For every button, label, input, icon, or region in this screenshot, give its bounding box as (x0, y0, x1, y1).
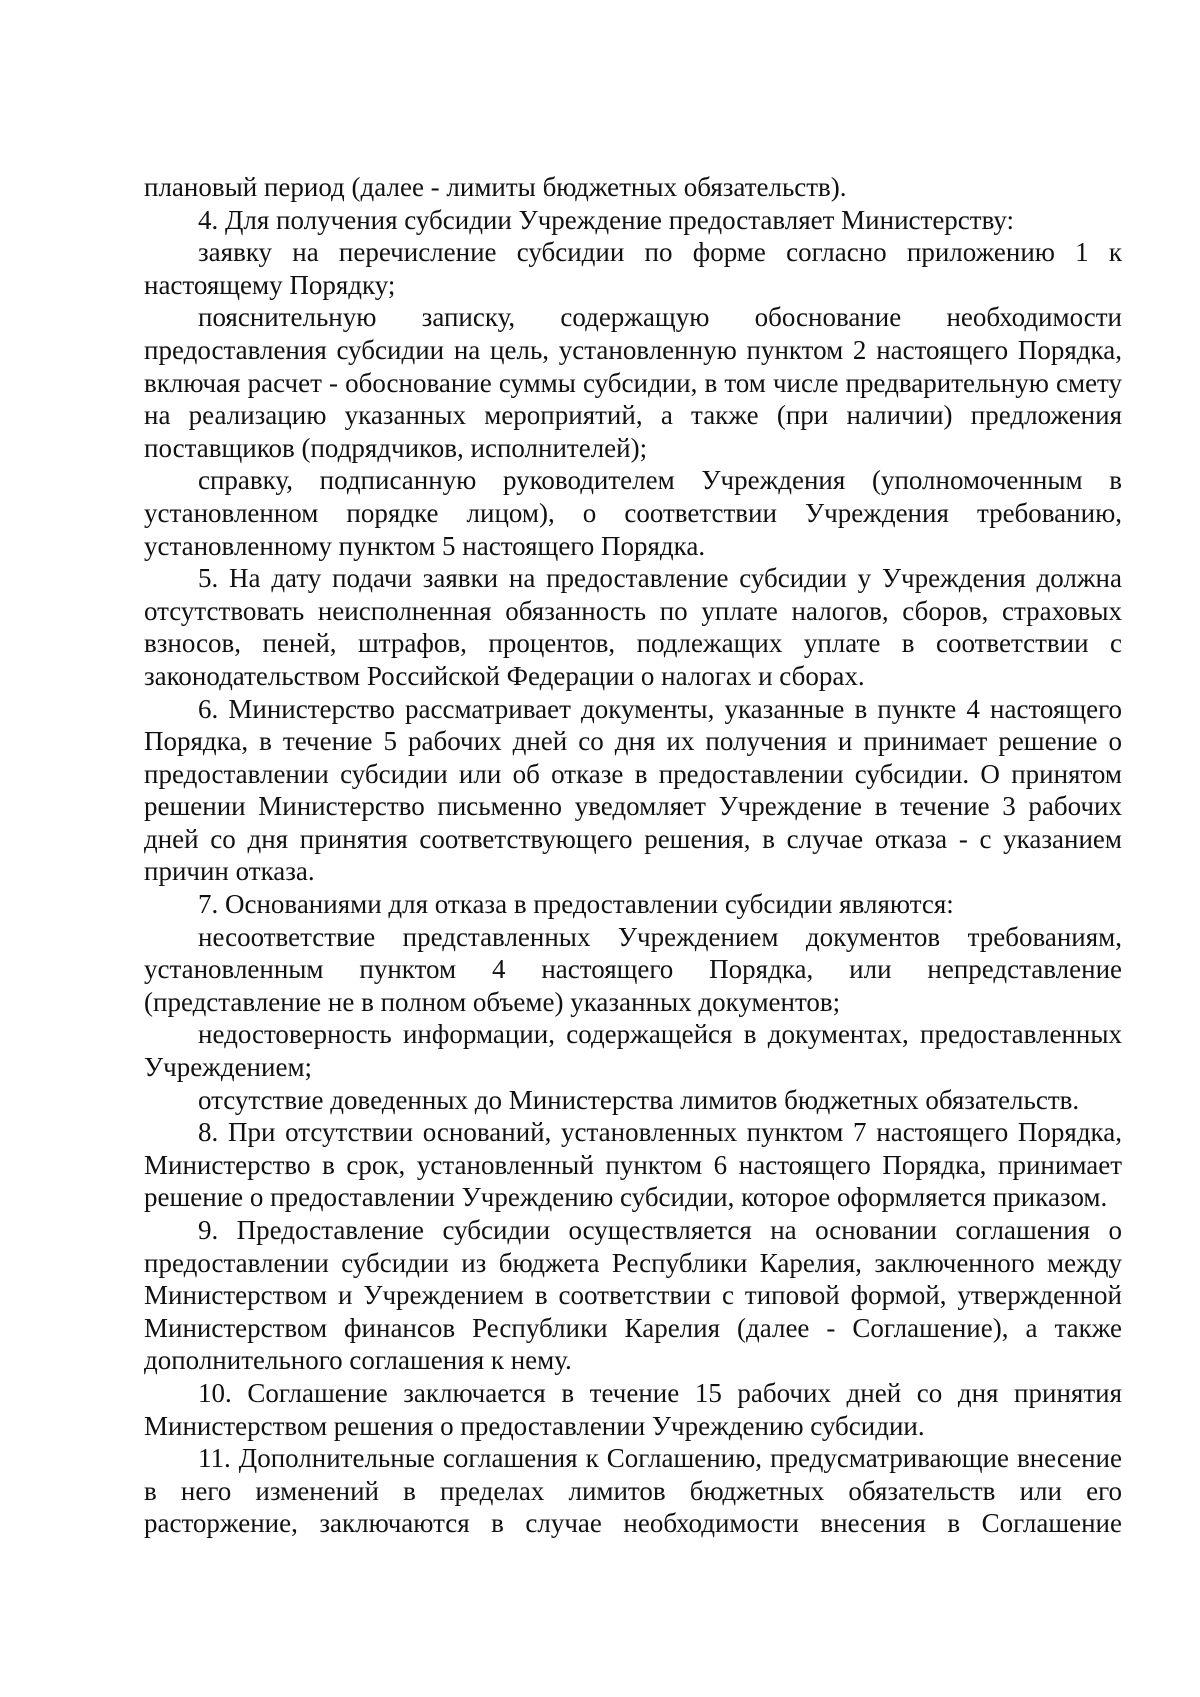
paragraph-item-11: 11. Дополнительные соглашения к Соглашению, предусматривающие внесение в него изменений в пределах лимитов бюджетных обязательств или его расторжение, заключаются в случае необходимости внесения в Соглашение (144, 1443, 1122, 1539)
paragraph-continuation: плановый период (далее - лимиты бюджетных обязательств). (144, 172, 847, 202)
paragraph-certificate: справку, подписанную руководителем Учреждения (уполномоченным в установленном порядке лицом), о соответствии Учреждения требованию, установленному пунктом 5 настоящего Порядка. (144, 465, 1122, 561)
paragraph-item-8: 8. При отсутствии оснований, установленных пунктом 7 настоящего Порядка, Министерство в срок, установленный пунктом 6 настоящего Порядка, принимает решение о предоставлении Учреждению субсидии, которое оформляется приказом. (144, 1117, 1122, 1213)
paragraph-explanatory-note: пояснительную записку, содержащую обоснование необходимости предоставления субсидии на цель, установленную пунктом 2 настоящего Порядка, включая расчет - обоснование суммы субсидии, в том числе предварительную смету на реализацию указанных мероприятий, а также (при наличии) предложения поставщиков (подрядчиков, исполнителей); (144, 302, 1122, 463)
document-body (144, 171, 1122, 1540)
paragraph-item-5: 5. На дату подачи заявки на предоставление субсидии у Учреждения должна отсутствовать неисполненная обязанность по уплате налогов, сборов, страховых взносов, пеней, штрафов, процентов, подлежащих уплате в соответствии с законодательством Российской Федерации о налогах и сборах. (144, 563, 1122, 691)
paragraph-item-7: 7. Основаниями для отказа в предоставлении субсидии являются: (198, 889, 954, 920)
paragraph-refusal-reason-2: недостоверность информации, содержащейся в документах, предоставленных Учреждением; (144, 1019, 1122, 1083)
paragraph-refusal-reason-1: несоответствие представленных Учреждением документов требованиям, установленным пунктом 4 настоящего Порядка, или непредставление (представление не в полном объеме) указанных документов; (144, 921, 1122, 1017)
paragraph-item-9: 9. Предоставление субсидии осуществляется на основании соглашения о предоставлении субсидии из бюджета Республики Карелия, заключенного между Министерством и Учреждением в соответствии с типовой формой, утвержденной Министерством финансов Республики Карелия (далее - Соглашение), а также дополнительного соглашения к нему. (144, 1215, 1122, 1376)
paragraph-item-4: 4. Для получения субсидии Учреждение предоставляет Министерству: (198, 204, 1015, 235)
paragraph-item-10: 10. Соглашение заключается в течение 15 рабочих дней со дня принятия Министерством решения о предоставлении Учреждению субсидии. (144, 1377, 1122, 1441)
paragraph-refusal-reason-3: отсутствие доведенных до Министерства лимитов бюджетных обязательств. (198, 1084, 1080, 1115)
paragraph-item-6: 6. Министерство рассматривает документы, указанные в пункте 4 настоящего Порядка, в течение 5 рабочих дней со дня их получения и принимает решение о предоставлении субсидии или об отказе в предоставлении субсидии. О принятом решении Министерство письменно уведомляет Учреждение в течение 3 рабочих дней со дня принятия соответствующего решения, в случае отказа - с указанием причин отказа. (144, 693, 1122, 887)
paragraph-application: заявку на перечисление субсидии по форме согласно приложению 1 к настоящему Порядку; (144, 237, 1122, 300)
